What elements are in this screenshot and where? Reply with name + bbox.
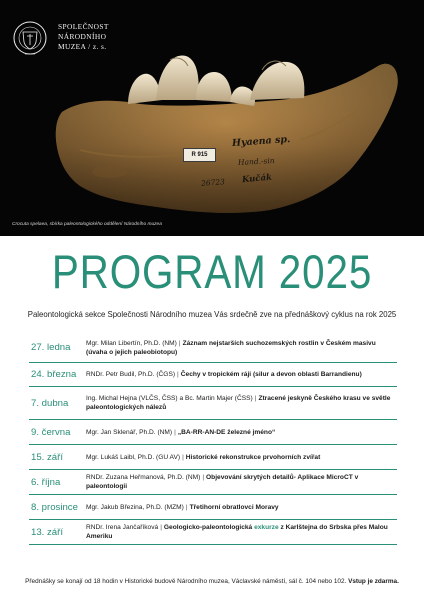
event-speaker: RNDr. Zuzana Heřmanová, Ph.D. (NM)	[86, 474, 201, 481]
society-line-2: NÁRODNÍHO	[58, 32, 107, 42]
event-date: 7. dubna	[31, 397, 69, 409]
event-speaker: Mgr. Milan Libertín, Ph.D. (NM)	[86, 339, 177, 347]
event-row	[29, 333, 397, 363]
event-speaker: RNDr. Irena Jančaříková	[86, 524, 159, 531]
event-topic: Historické rekonstrukce prvohorních zvířat	[185, 453, 321, 461]
event-topic: Čechy v tropickém ráji (silur a devon oblasti Barrandienu)	[180, 371, 362, 378]
event-date: 9. června	[31, 426, 71, 438]
event-row	[29, 363, 397, 387]
event-description	[86, 370, 397, 379]
event-row	[29, 445, 397, 470]
separator: |	[174, 428, 176, 436]
event-description	[86, 453, 397, 462]
separator: |	[177, 371, 179, 378]
footer-text: Přednášky se konají od 18 hodin v Historické budově Národního muzea, Václavské náměstí, sál č. 104 nebo 102.	[25, 578, 349, 585]
society-line-1: SPOLEČNOST	[58, 22, 109, 31]
handwriting-locality: Kučák	[241, 172, 273, 186]
program-list	[29, 333, 397, 545]
event-date: 15. září	[31, 451, 63, 463]
separator: |	[254, 395, 257, 402]
society-line-3: MUZEA / z. s.	[58, 42, 107, 52]
event-description	[86, 473, 397, 491]
event-date: 27. ledna	[31, 342, 71, 353]
specimen-label: R 915	[183, 148, 216, 162]
society-name	[58, 22, 109, 53]
footer-free-entry: Vstup je zdarma.	[348, 578, 399, 585]
event-topic: „BA-RR-AN-DE železné jméno“	[177, 428, 276, 436]
event-date: 8. prosince	[31, 501, 78, 513]
event-date: 6. října	[31, 476, 61, 488]
event-speaker: Mgr. Jakub Březina, Ph.D. (MZM)	[86, 503, 184, 511]
event-speaker: Mgr. Jan Sklenář, Ph.D. (NM)	[86, 428, 173, 436]
separator: |	[160, 524, 162, 531]
page-subtitle: Paleontologická sekce Společnosti Národního muzea Vás srdečně zve na přednáškový cyklus na rok 2025	[27, 309, 397, 319]
event-topic-start: Geologicko-paleontologická	[163, 524, 255, 531]
museum-seal-logo	[12, 18, 48, 60]
event-description	[86, 339, 397, 357]
event-speaker: Ing. Michal Hejna (VLČS, ČSS) a Bc. Martin Majer (ČSS)	[86, 395, 253, 402]
event-date: 13. září	[31, 526, 63, 538]
event-topic: Objevování skrytých detailů- Aplikace MicroCT v paleontologii	[86, 474, 359, 490]
event-topic: Záznam nejstarších suchozemských rostlin v Českém masivu (úvaha o jejich paleobiotopu)	[86, 339, 376, 356]
separator: |	[182, 453, 184, 461]
separator: |	[178, 339, 181, 347]
handwriting-species: Hyaena sp.	[231, 133, 291, 150]
event-topic: Třetihorní obratlovci Moravy	[189, 503, 279, 511]
event-speaker: Mgr. Lukáš Laibl, Ph.D. (GU AV)	[86, 453, 181, 461]
page-title: PROGRAM 2025	[51, 245, 373, 298]
event-topic: Ztracené jeskyně Českého krasu ve světle paleontologických nálezů	[86, 395, 391, 411]
event-row	[29, 520, 397, 545]
event-topic-end: z Karlštejna do Srbska přes Malou Ameriku	[86, 524, 388, 540]
separator: |	[185, 503, 188, 511]
header-photo	[0, 0, 424, 236]
handwriting-number: 26723	[200, 177, 226, 188]
event-topic-highlight: exkurze	[254, 524, 279, 531]
event-description	[86, 523, 397, 541]
event-description	[86, 503, 397, 512]
footer-note	[0, 578, 424, 585]
event-description	[86, 428, 397, 437]
separator: |	[202, 474, 205, 481]
event-row	[29, 470, 397, 495]
handwriting-side: Hand.-sin	[237, 156, 275, 167]
event-row	[29, 420, 397, 445]
event-row	[29, 387, 397, 420]
event-speaker: RNDr. Petr Budil, Ph.D. (ČGS)	[86, 371, 176, 378]
event-description	[86, 394, 397, 412]
event-date: 24. března	[31, 369, 77, 380]
photo-caption: Crocuta spelaea, sbírka paleontologického oddělení Národního muzea	[12, 222, 162, 227]
event-row	[29, 495, 397, 520]
